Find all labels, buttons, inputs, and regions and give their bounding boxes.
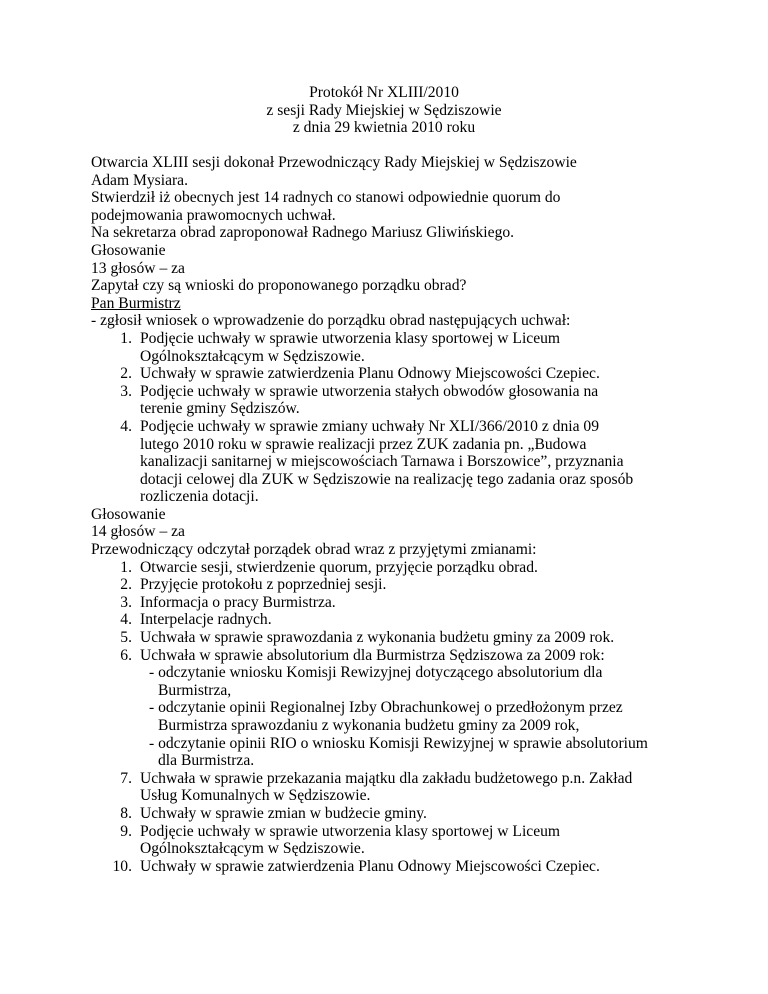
list-text: Informacja o pracy Burmistrza. [140,593,336,611]
sub-text: - odczytanie opinii RIO o wniosku Komisji Rewizyjnej w sprawie absolutorium [149,734,648,752]
text-line: Przewodniczący odczytał porządek obrad wraz z przyjętymi zmianami: [91,541,537,559]
sub-text: Burmistrza, [158,681,232,699]
list-item [91,365,731,383]
list-number: 7. [120,769,132,787]
list-number: 2. [120,365,132,383]
list-text: lutego 2010 roku w sprawie realizacji przez ZUK zadania pn. „Budowa [140,435,587,453]
session-date: z dnia 29 kwietnia 2010 roku [292,119,476,137]
list-text: Podjęcie uchwały w sprawie utworzenia klasy sportowej w Liceum [140,329,561,347]
list-text: Uchwały w sprawie zatwierdzenia Planu Odnowy Miejscowości Czepiec. [140,365,600,383]
list-text: terenie gminy Sędziszów. [140,400,300,418]
list-item [91,418,731,506]
list-number: 3. [120,382,132,400]
list-text: Podjęcie uchwały w sprawie utworzenia klasy sportowej w Liceum [140,822,561,840]
list-item [91,383,731,418]
list-text: Interpelacje radnych. [140,611,272,629]
wniosek-list [91,330,731,506]
text-line: Głosowanie [91,505,166,523]
list-item [91,611,731,629]
sub-text: - odczytanie wniosku Komisji Rewizyjnej dotyczącego absolutorium dla [149,664,603,682]
list-number: 4. [120,417,132,435]
burmistrz-heading: Pan Burmistrz [91,294,181,312]
text-line: 14 głosów – za [91,523,185,541]
list-number: 3. [120,593,132,611]
list-number: 1. [120,558,132,576]
list-number: 9. [120,822,132,840]
text-line: Adam Mysiara. [91,171,189,189]
sub-text: dla Burmistrza. [158,752,255,770]
list-text: Uchwały w sprawie zatwierdzenia Planu Odnowy Miejscowości Czepiec. [140,857,600,875]
list-item [91,770,731,805]
list-number: 5. [120,629,132,647]
sub-item [140,735,731,770]
list-text: Otwarcie sesji, stwierdzenie quorum, przyjęcie porządku obrad. [140,558,538,576]
list-item [91,629,731,647]
text-line: 13 głosów – za [91,259,185,277]
list-text: dotacji celowej dla ZUK w Sędziszowie na realizację tego zadania oraz sposób [140,470,634,488]
list-item [91,594,731,612]
list-text: Podjęcie uchwały w sprawie zmiany uchwały Nr XLI/366/2010 z dnia 09 [140,417,600,435]
list-number: 2. [120,576,132,594]
document-header [0,84,768,137]
list-item [91,576,731,594]
list-number: 10. [112,857,132,875]
sub-text: - odczytanie opinii Regionalnej Izby Obrachunkowej o przedłożonym przez [149,699,623,717]
list-text: Uchwała w sprawie absolutorium dla Burmistrza Sędziszowa za 2009 rok: [140,646,605,664]
agenda-list [91,559,731,876]
protocol-title: Protokół Nr XLIII/2010 [309,84,459,101]
list-item [91,559,731,577]
list-text: Podjęcie uchwały w sprawie utworzenia stałych obwodów głosowania na [140,382,599,400]
document-body [91,154,731,875]
list-text: Usług Komunalnych w Sędziszowie. [140,787,371,805]
list-number: 6. [120,646,132,664]
list-text: Ogólnokształcącym w Sędziszowie. [140,347,365,365]
list-text: Uchwała w sprawie przekazania majątku dla zakładu budżetowego p.n. Zakład [140,769,633,787]
list-item [91,805,731,823]
list-text: rozliczenia dotacji. [140,488,259,506]
text-line: Głosowanie [91,241,166,259]
list-item [91,330,731,365]
text-line: Stwierdził iż obecnych jest 14 radnych co stanowi odpowiednie quorum do [91,189,561,207]
list-text: Uchwały w sprawie zmian w budżecie gminy. [140,804,427,822]
list-text: Uchwała w sprawie sprawozdania z wykonania budżetu gminy za 2009 rok. [140,629,615,647]
burmistrz-text: - zgłosił wniosek o wprowadzenie do porządku obrad następujących uchwał: [91,312,571,330]
sub-text: Burmistrza sprawozdaniu z wykonania budżetu gminy za 2009 rok, [158,717,580,734]
sub-item [140,699,731,734]
session-subtitle: z sesji Rady Miejskiej w Sędziszowie [266,101,502,119]
text-line: podejmowania prawomocnych uchwał. [91,206,336,224]
list-item [91,858,731,876]
list-number: 1. [120,329,132,347]
list-text: Przyjęcie protokołu z poprzedniej sesji. [140,576,387,594]
list-item [91,647,731,770]
list-item [91,823,731,858]
list-number: 8. [120,804,132,822]
list-number: 4. [120,611,132,629]
sub-item [140,664,731,699]
list-text: kanalizacji sanitarnej w miejscowościach Tarnawa i Borszowice”, przyznania [140,453,624,471]
text-line: Otwarcia XLIII sesji dokonał Przewodniczący Rady Miejskiej w Sędziszowie [91,154,577,171]
list-text: Ogólnokształcącym w Sędziszowie. [140,840,365,858]
text-line: Zapytał czy są wnioski do proponowanego porządku obrad? [91,277,467,295]
text-line: Na sekretarza obrad zaproponował Radnego Mariusz Gliwińskiego. [91,224,515,242]
